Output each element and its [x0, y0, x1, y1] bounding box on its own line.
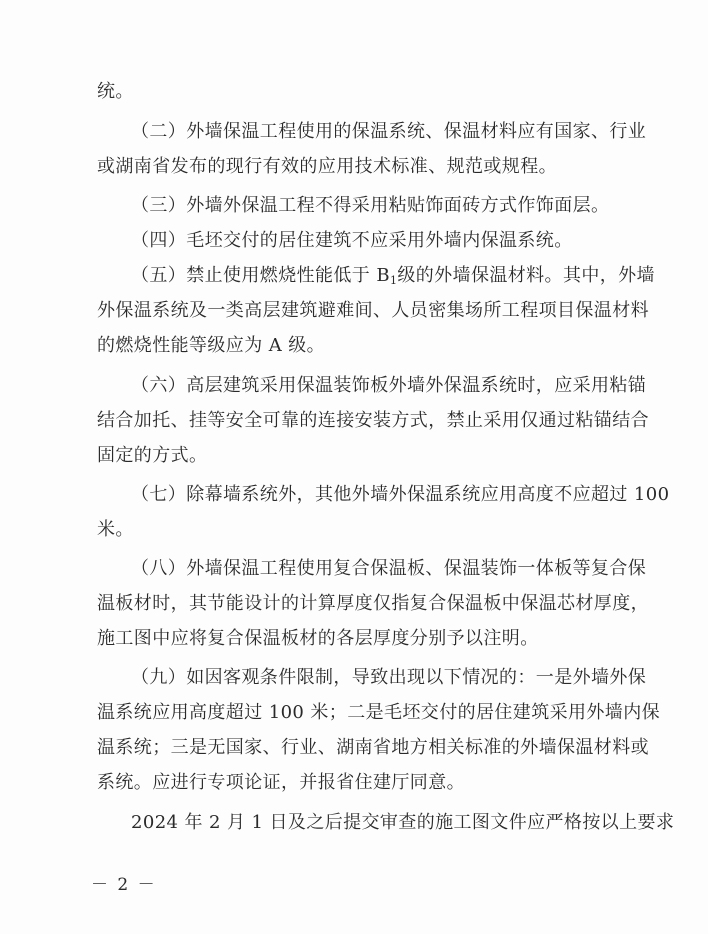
- text-line: （七）除幕墙系统外，其他外墙外保温系统应用高度不应超过 100: [131, 484, 670, 505]
- text-line: 统。: [97, 81, 134, 102]
- text-line: 米。: [97, 519, 134, 540]
- text-line: （九）如因客观条件限制，导致出现以下情况的：一是外墙外保: [131, 667, 647, 688]
- text-line: （四）毛坯交付的居住建筑不应采用外墙内保温系统。: [131, 230, 573, 251]
- text-line: 系统。应进行专项论证，并报省住建厅同意。: [97, 772, 465, 793]
- text-segment: （五）禁止使用燃烧性能低于 B: [131, 265, 390, 286]
- text-line: （八）外墙保温工程使用复合保温板、保温装饰一体板等复合保: [131, 558, 647, 579]
- subscript: 1: [389, 274, 398, 287]
- text-line: 2024 年 2 月 1 日及之后提交审查的施工图文件应严格按以上要求: [131, 812, 675, 833]
- text-line: （二）外墙保温工程使用的保温系统、保温材料应有国家、行业: [131, 121, 647, 142]
- text-line: （六）高层建筑采用保温装饰板外墙外保温系统时，应采用粘锚: [131, 375, 647, 396]
- text-line: 固定的方式。: [97, 445, 208, 466]
- text-line: 温板材时，其节能设计的计算厚度仅指复合保温板中保温芯材厚度，: [97, 593, 649, 614]
- text-line: [131, 264, 671, 288]
- text-line: 的燃烧性能等级应为 A 级。: [97, 335, 326, 356]
- text-line: 温系统应用高度超过 100 米；二是毛坯交付的居住建筑采用外墙内保: [97, 702, 660, 723]
- text-line: 结合加托、挂等安全可靠的连接安装方式，禁止采用仅通过粘锚结合: [97, 410, 649, 431]
- text-line: 温系统；三是无国家、行业、湖南省地方相关标准的外墙保温材料或: [97, 737, 649, 758]
- text-line: 施工图中应将复合保温板材的各层厚度分别予以注明。: [97, 628, 539, 649]
- text-segment: 级的外墙保温材料。其中，外墙: [397, 265, 655, 286]
- text-line: 外保温系统及一类高层建筑避难间、人员密集场所工程项目保温材料: [97, 300, 649, 321]
- text-line: （三）外墙外保温工程不得采用粘贴饰面砖方式作饰面层。: [131, 195, 610, 216]
- text-line: 或湖南省发布的现行有效的应用技术标准、规范或规程。: [97, 156, 557, 177]
- page-number: － 2 －: [91, 875, 157, 895]
